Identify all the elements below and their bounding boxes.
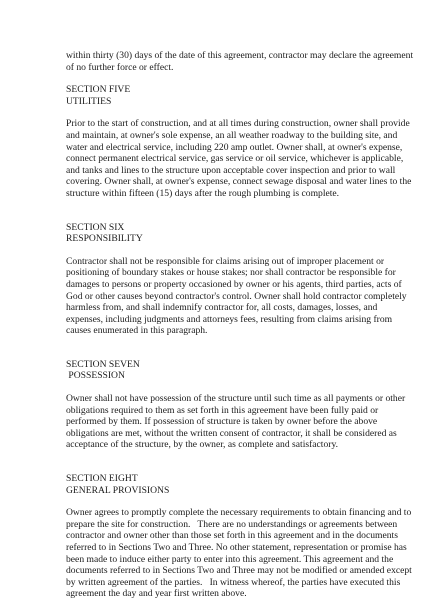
document-body xyxy=(66,50,416,611)
section-body: Owner shall not have possession of the structure until such time as all payments or other obligations required to them as set forth in this agreement have been fully paid or performed by them. If possession of structure is taken by owner before the above obligations are met, without the written consent of contractor, it shall be considered as acceptance of the structure, by the owner, as complete and satisfactory. xyxy=(66,393,406,451)
section-title: RESPONSIBILITY xyxy=(66,233,143,245)
section-number: SECTION SIX xyxy=(66,221,125,233)
section-seven xyxy=(66,359,416,451)
section-six xyxy=(66,222,416,337)
intro-paragraph: within thirty (30) days of the date of this agreement, contractor may declare the agreement of no further force or effect. xyxy=(66,50,414,73)
section-number: SECTION FIVE xyxy=(66,84,131,96)
section-number: SECTION EIGHT xyxy=(66,473,138,485)
section-body: Owner agrees to promptly complete the necessary requirements to obtain financing and to prepare the site for construction. There are no understandings or agreements between contractor and owner other than those set forth in this agreement and in the documents referred to in Sections Two and Three. No other statement, representation or promise has been made to induce either party to enter into this agreement. This agreement and the documents referred to in Sections Two and Three may not be modified or amended except by written agreement of the parties. In witness whereof, the parties have executed this agreement the day and year first written above. xyxy=(66,507,415,600)
section-five xyxy=(66,84,416,199)
section-title: UTILITIES xyxy=(66,95,112,107)
section-body: Contractor shall not be responsible for claims arising out of improper placement or positioning of boundary stakes or house stakes; nor shall contractor be responsible for damages to persons or property occasioned by owner or his agents, third parties, acts of God or other causes beyond contractor's control. Owner shall hold contractor completely harmless from, and shall indemnify contractor for, all costs, damages, losses, and expenses, including judgments and attorneys fees, resulting from claims arising from causes enumerated in this paragraph. xyxy=(66,255,407,337)
section-title: GENERAL PROVISIONS xyxy=(66,484,170,496)
section-number: SECTION SEVEN xyxy=(66,358,140,370)
section-title: POSSESSION xyxy=(66,370,125,382)
section-eight xyxy=(66,473,416,600)
section-body: Prior to the start of construction, and at all times during construction, owner shall provide and maintain, at owner's sole expense, an all weather roadway to the building site, and water and electrical service, including 220 amp outlet. Owner shall, at owner's expense, connect permanent electrical service, gas service or oil service, whichever is applicable, and tanks and lines to the structure upon acceptable cover inspection and prior to wall covering. Owner shall, at owner's expense, connect sewage disposal and water lines to the structure within fifteen (15) days after the rough plumbing is complete. xyxy=(66,118,412,199)
